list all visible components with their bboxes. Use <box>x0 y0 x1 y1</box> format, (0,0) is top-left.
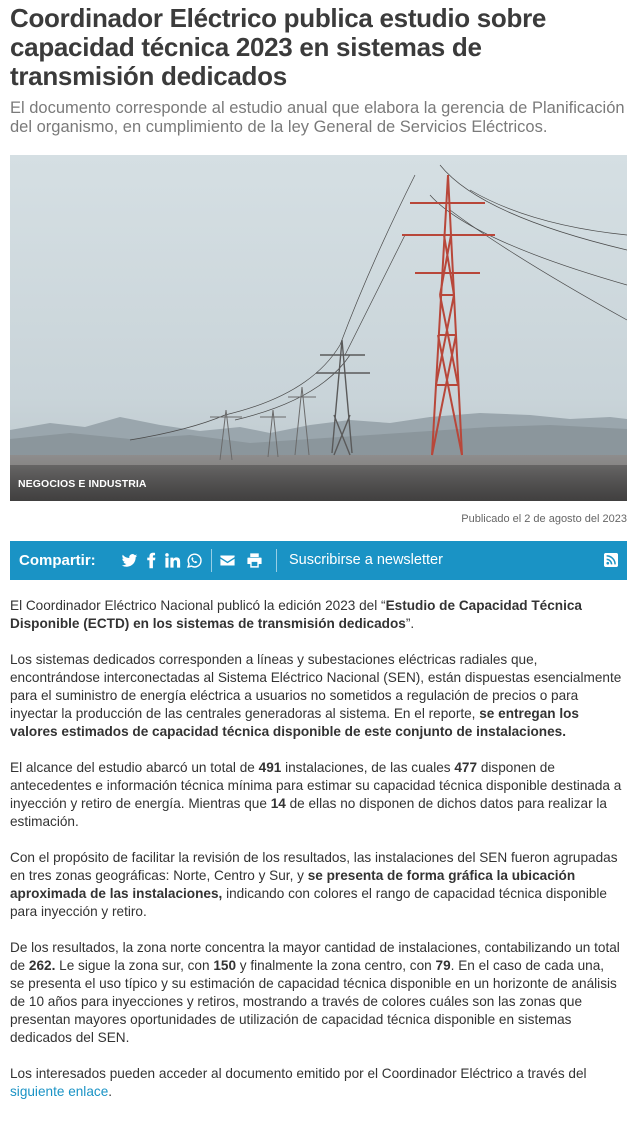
share-bar <box>10 541 627 580</box>
paragraph: El alcance del estudio abarcó un total de 491 instalaciones, de las cuales 477 disponen de antecedentes e información técnica mínima para estimar su capacidad técnica disponible destinada a inyección y retiro de energía. Mientras que 14 de ellas no disponen de dichos datos para realizar la estimación. <box>10 760 622 829</box>
email-icon[interactable] <box>219 552 236 569</box>
paragraph: Con el propósito de facilitar la revisión de los resultados, las instalaciones del SEN fueron agrupadas en tres zonas geográficas: Norte, Centro y Sur, y se presenta de forma gráfica la ubicación aproximada de las instalaciones, indicando con colores el rango de capacidad técnica disponible para inyección y retiro. <box>10 850 618 919</box>
published-date: Publicado el 2 de agosto del 2023 <box>461 513 627 525</box>
share-separator <box>276 549 277 572</box>
twitter-icon[interactable] <box>121 552 138 569</box>
article-subtitle: El documento corresponde al estudio anual que elabora la gerencia de Planificación del organismo, en cumplimiento de la ley General de Servicios Eléctricos. <box>10 99 625 136</box>
paragraph: De los resultados, la zona norte concentra la mayor cantidad de instalaciones, contabilizando un total de 262. Le sigue la zona sur, con 150 y finalmente la zona centro, con 79. En el caso de cada una, se presenta el uso típico y su estimación de capacidad técnica disponible en un horizonte de análisis de 10 años para inyecciones y retiros, mostrando a través de colores cuáles son las zonas que presentan mayores oportunidades de utilización de capacidad técnica disponible en sistemas dedicados del SEN. <box>10 940 620 1045</box>
article-body <box>10 597 622 1119</box>
facebook-icon[interactable] <box>143 552 160 569</box>
print-icon[interactable] <box>246 552 263 569</box>
article-title: Coordinador Eléctrico publica estudio sobre capacidad técnica 2023 en sistemas de transmisión dedicados <box>10 3 547 91</box>
rss-icon[interactable] <box>604 553 618 567</box>
power-lines-photo <box>10 155 627 501</box>
newsletter-link[interactable]: Suscribirse a newsletter <box>289 552 443 568</box>
category-label: NEGOCIOS E INDUSTRIA <box>18 478 147 490</box>
hero-image <box>10 155 627 501</box>
linkedin-icon[interactable] <box>164 552 181 569</box>
category-badge[interactable] <box>10 465 627 501</box>
whatsapp-icon[interactable] <box>186 552 203 569</box>
share-separator <box>211 549 212 572</box>
document-link[interactable]: siguiente enlace <box>10 1084 109 1099</box>
paragraph: Los interesados pueden acceder al documento emitido por el Coordinador Eléctrico a través del siguiente enlace. <box>10 1066 587 1099</box>
paragraph: Los sistemas dedicados corresponden a líneas y subestaciones eléctricas radiales que, encontrándose interconectadas al Sistema Eléctrico Nacional (SEN), están dispuestas esencialmente para el suministro de energía eléctrica a usuarios no sometidos a regulación de precios o para inyectar la producción de las centrales generadoras al sistema. En el reporte, se entregan los valores estimados de capacidad técnica disponible de este conjunto de instalaciones. <box>10 652 622 739</box>
share-label: Compartir: <box>19 552 96 569</box>
paragraph: El Coordinador Eléctrico Nacional publicó la edición 2023 del “Estudio de Capacidad Técnica Disponible (ECTD) en los sistemas de transmisión dedicados”. <box>10 598 582 631</box>
